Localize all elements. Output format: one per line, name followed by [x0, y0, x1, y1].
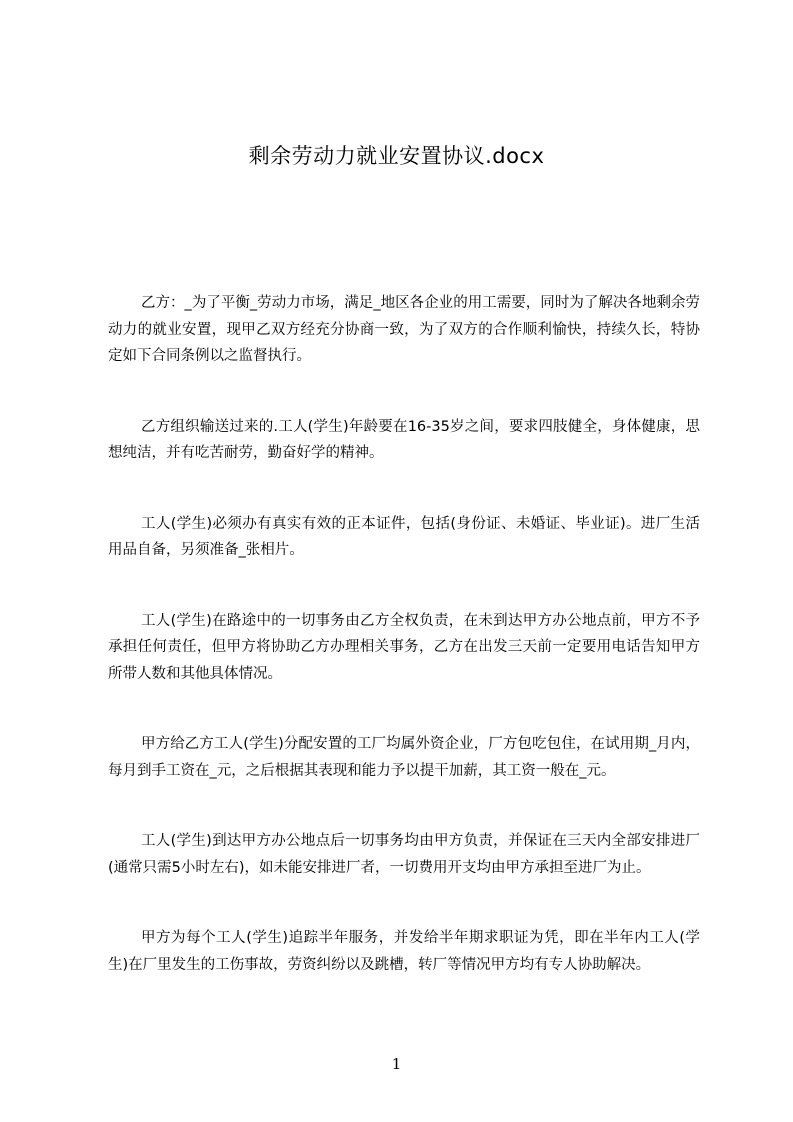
paragraph-6: 工人(学生)到达甲方办公地点后一切事务均由甲方负责，并保证在三天内全部安排进厂(通常只需5小时左右)，如未能安排进厂者，一切费用开支均由甲方承担至进厂为止。 — [108, 833, 700, 876]
paragraph-4: 工人(学生)在路途中的一切事务由乙方全权负责，在未到达甲方办公地点前，甲方不予承担任何责任，但甲方将协助乙方办理相关事务，乙方在出发三天前一定要用电话告知甲方所带人数和其他具体情况。 — [108, 612, 700, 682]
paragraph-3: 工人(学生)必须办有真实有效的正本证件，包括(身份证、未婚证、毕业证)。进厂生活用品自备，另须准备_张相片。 — [108, 515, 700, 558]
paragraph-2: 乙方组织输送过来的.工人(学生)年龄要在16-35岁之间，要求四肢健全，身体健康，思想纯洁，并有吃苦耐劳，勤奋好学的精神。 — [108, 418, 700, 461]
document-body — [108, 290, 700, 1022]
paragraph-5: 甲方给乙方工人(学生)分配安置的工厂均属外资企业，厂方包吃包住，在试用期_月内，每月到手工资在_元，之后根据其表现和能力予以提干加薪，其工资一般在_元。 — [108, 736, 700, 779]
paragraph-1: 乙方：_为了平衡_劳动力市场，满足_地区各企业的用工需要，同时为了解决各地剩余劳动力的就业安置，现甲乙双方经充分协商一致，为了双方的合作顺利愉快，持续久长，特协定如下合同条例以之监督执行。 — [108, 295, 700, 364]
page-number: 1 — [391, 1055, 402, 1073]
document-title: 剩余劳动力就业安置协议.docx — [248, 144, 545, 168]
paragraph-7: 甲方为每个工人(学生)追踪半年服务，并发给半年期求职证为凭，即在半年内工人(学生)在厂里发生的工伤事故，劳资纠纷以及跳槽，转厂等情况甲方均有专人协助解决。 — [108, 930, 700, 973]
